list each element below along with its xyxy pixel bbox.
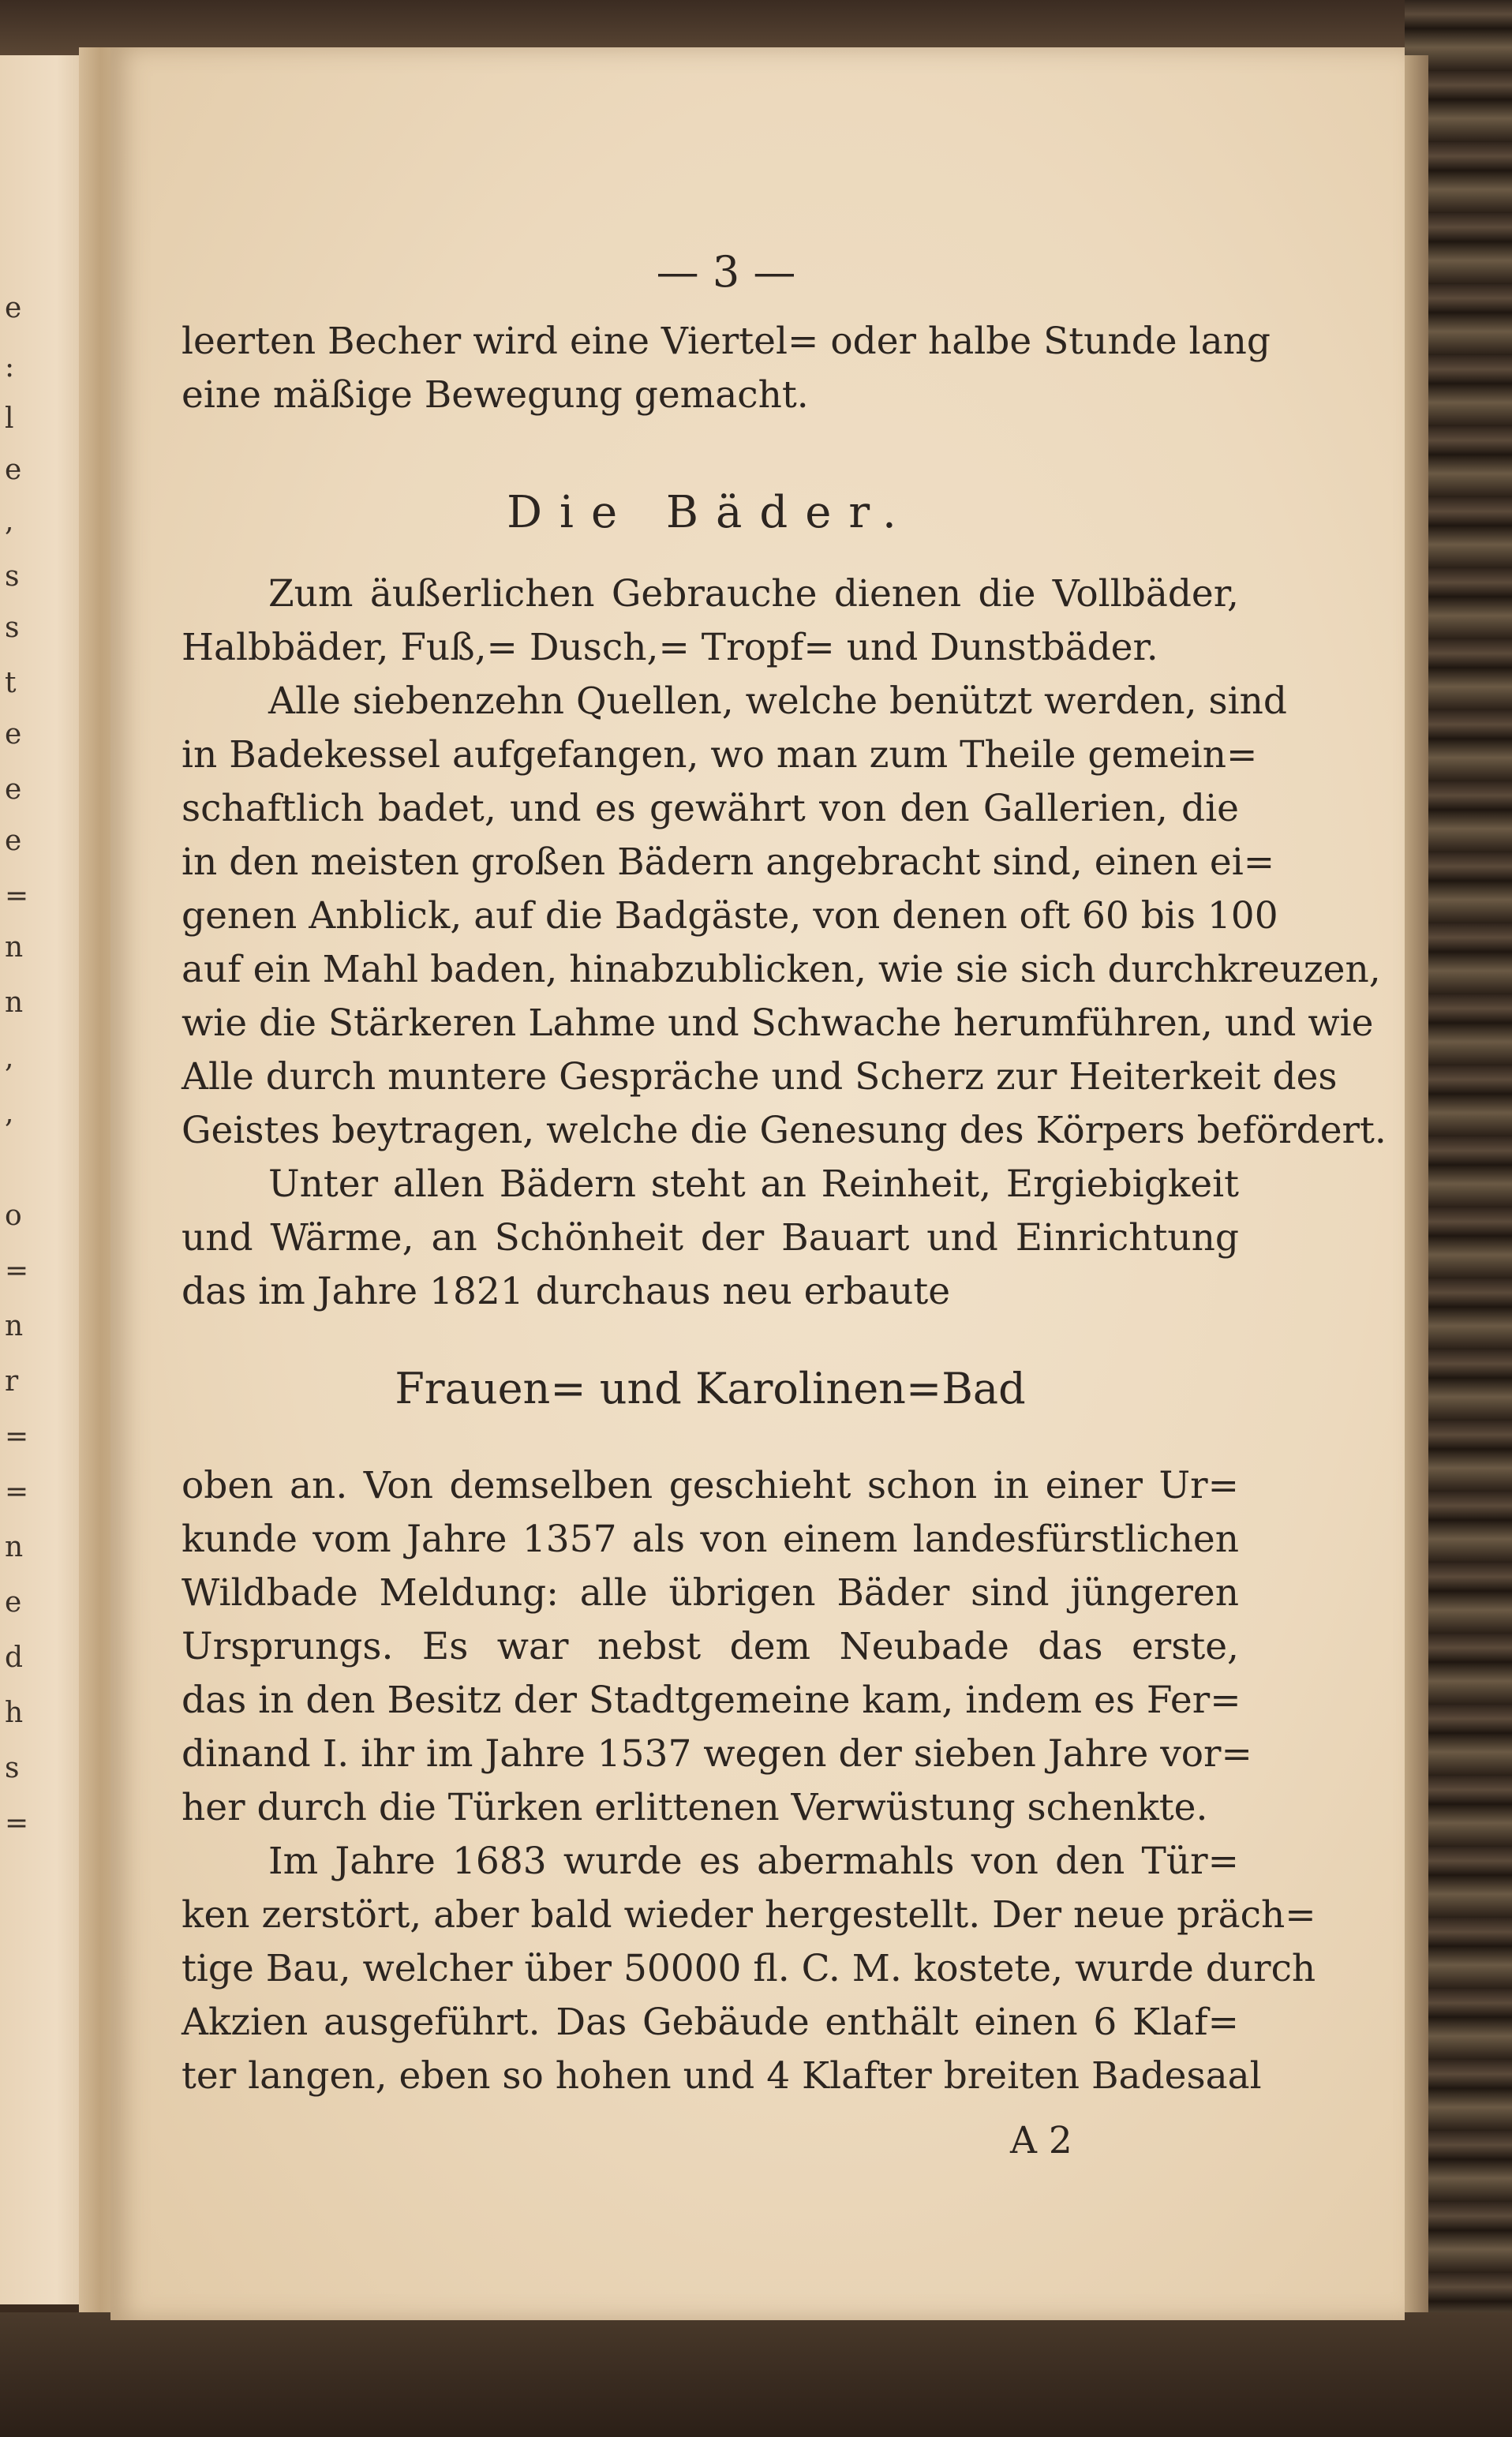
left-page-fragment: , [5, 1042, 14, 1074]
text-line: in den meisten großen Bädern angebracht sind, einen ei= [182, 840, 1275, 884]
left-page-fragment: r [5, 1365, 19, 1398]
left-page-fragment: e [5, 718, 22, 751]
text-line: auf ein Mahl baden, hinabzublicken, wie sie sich durchkreuzen, [182, 948, 1381, 991]
left-page-fragment: e [5, 454, 22, 486]
left-page-fragment: l [5, 402, 14, 435]
left-page-fragment: t [5, 667, 17, 699]
signature-mark: A 2 [1010, 2119, 1072, 2162]
book-bottom-edge [0, 2312, 1512, 2437]
left-page-fragment: n [5, 1531, 24, 1563]
left-page-fragment: h [5, 1697, 24, 1729]
text-line: genen Anblick, auf die Badgäste, von denen oft 60 bis 100 [182, 894, 1278, 938]
left-page-fragment: , [5, 1097, 14, 1129]
text-line: Alle durch muntere Gespräche und Scherz zur Heiterkeit des [182, 1055, 1338, 1099]
text-line: dinand I. ihr im Jahre 1537 wegen der sieben Jahre vor= [182, 1732, 1252, 1776]
left-page-fragment: = [5, 1421, 29, 1453]
text-line: eine mäßige Bewegung gemacht. [182, 373, 809, 417]
book-page [110, 47, 1405, 2320]
left-page-fragment: o [5, 1200, 22, 1232]
text-line: Ursprungs. Es war nebst dem Neubade das erste, [182, 1625, 1239, 1668]
left-page-fragment: n [5, 1310, 24, 1342]
text-line: das in den Besitz der Stadtgemeine kam, indem es Fer= [182, 1679, 1241, 1722]
subheading: Frauen= und Karolinen=Bad [395, 1364, 1026, 1413]
left-page-fragment: d [5, 1642, 24, 1674]
text-line: wie die Stärkeren Lahme und Schwache herumführen, und wie [182, 1001, 1374, 1045]
text-line: ter langen, eben so hohen und 4 Klafter breiten Badesaal [182, 2054, 1262, 2098]
left-page-fragment: s [5, 1752, 20, 1784]
text-line: das im Jahre 1821 durchaus neu erbaute [182, 1270, 951, 1313]
text-line: Geistes beytragen, welche die Genesung des Körpers befördert. [182, 1109, 1387, 1152]
page-text-block [182, 47, 1387, 2320]
text-line: oben an. Von demselben geschieht schon in einer Ur= [182, 1464, 1239, 1507]
left-page-fragment: e [5, 825, 22, 857]
text-line: ken zerstört, aber bald wieder hergestellt. Der neue präch= [182, 1893, 1316, 1937]
section-heading: Die Bäder. [507, 487, 914, 538]
left-page-fragment: = [5, 1807, 29, 1840]
left-page-fragment: = [5, 1255, 29, 1287]
text-line: kunde vom Jahre 1357 als von einem landesfürstlichen [182, 1518, 1239, 1561]
left-page-fragment: , [5, 505, 14, 537]
text-line: Halbbäder, Fuß,= Dusch,= Tropf= und Dunstbäder. [182, 626, 1158, 669]
left-page-fragment: e [5, 773, 22, 806]
text-line: leerten Becher wird eine Viertel= oder halbe Stunde lang [182, 320, 1271, 363]
left-page-fragment: n [5, 986, 24, 1019]
left-page-fragment: e [5, 1586, 22, 1619]
text-line: Alle siebenzehn Quellen, welche benützt werden, sind [268, 679, 1288, 723]
text-line: Wildbade Meldung: alle übrigen Bäder sind jüngeren [182, 1571, 1239, 1615]
left-page-fragment: = [5, 880, 29, 912]
page-number: — 3 — [656, 247, 796, 297]
left-page-fragment: : [5, 351, 15, 384]
text-line: schaftlich badet, und es gewährt von den Gallerien, die [182, 787, 1239, 830]
text-line: in Badekessel aufgefangen, wo man zum Theile gemein= [182, 733, 1258, 777]
left-page-fragment: s [5, 560, 20, 593]
text-line: Akzien ausgeführt. Das Gebäude enthält einen 6 Klaf= [182, 2001, 1239, 2044]
left-page-fragment: = [5, 1476, 29, 1508]
left-page-fragment: e [5, 292, 22, 324]
text-line: her durch die Türken erlittenen Verwüstung schenkte. [182, 1786, 1208, 1829]
text-line: Im Jahre 1683 wurde es abermahls von den Tür= [268, 1840, 1239, 1883]
text-line: Zum äußerlichen Gebrauche dienen die Vollbäder, [268, 572, 1239, 616]
text-line: tige Bau, welcher über 50000 fl. C. M. kostete, wurde durch [182, 1947, 1316, 1990]
text-line: und Wärme, an Schönheit der Bauart und Einrichtung [182, 1216, 1239, 1260]
left-page-fragment: n [5, 931, 24, 964]
text-line: Unter allen Bädern steht an Reinheit, Ergiebigkeit [268, 1162, 1239, 1206]
left-page-fragment: s [5, 612, 20, 644]
